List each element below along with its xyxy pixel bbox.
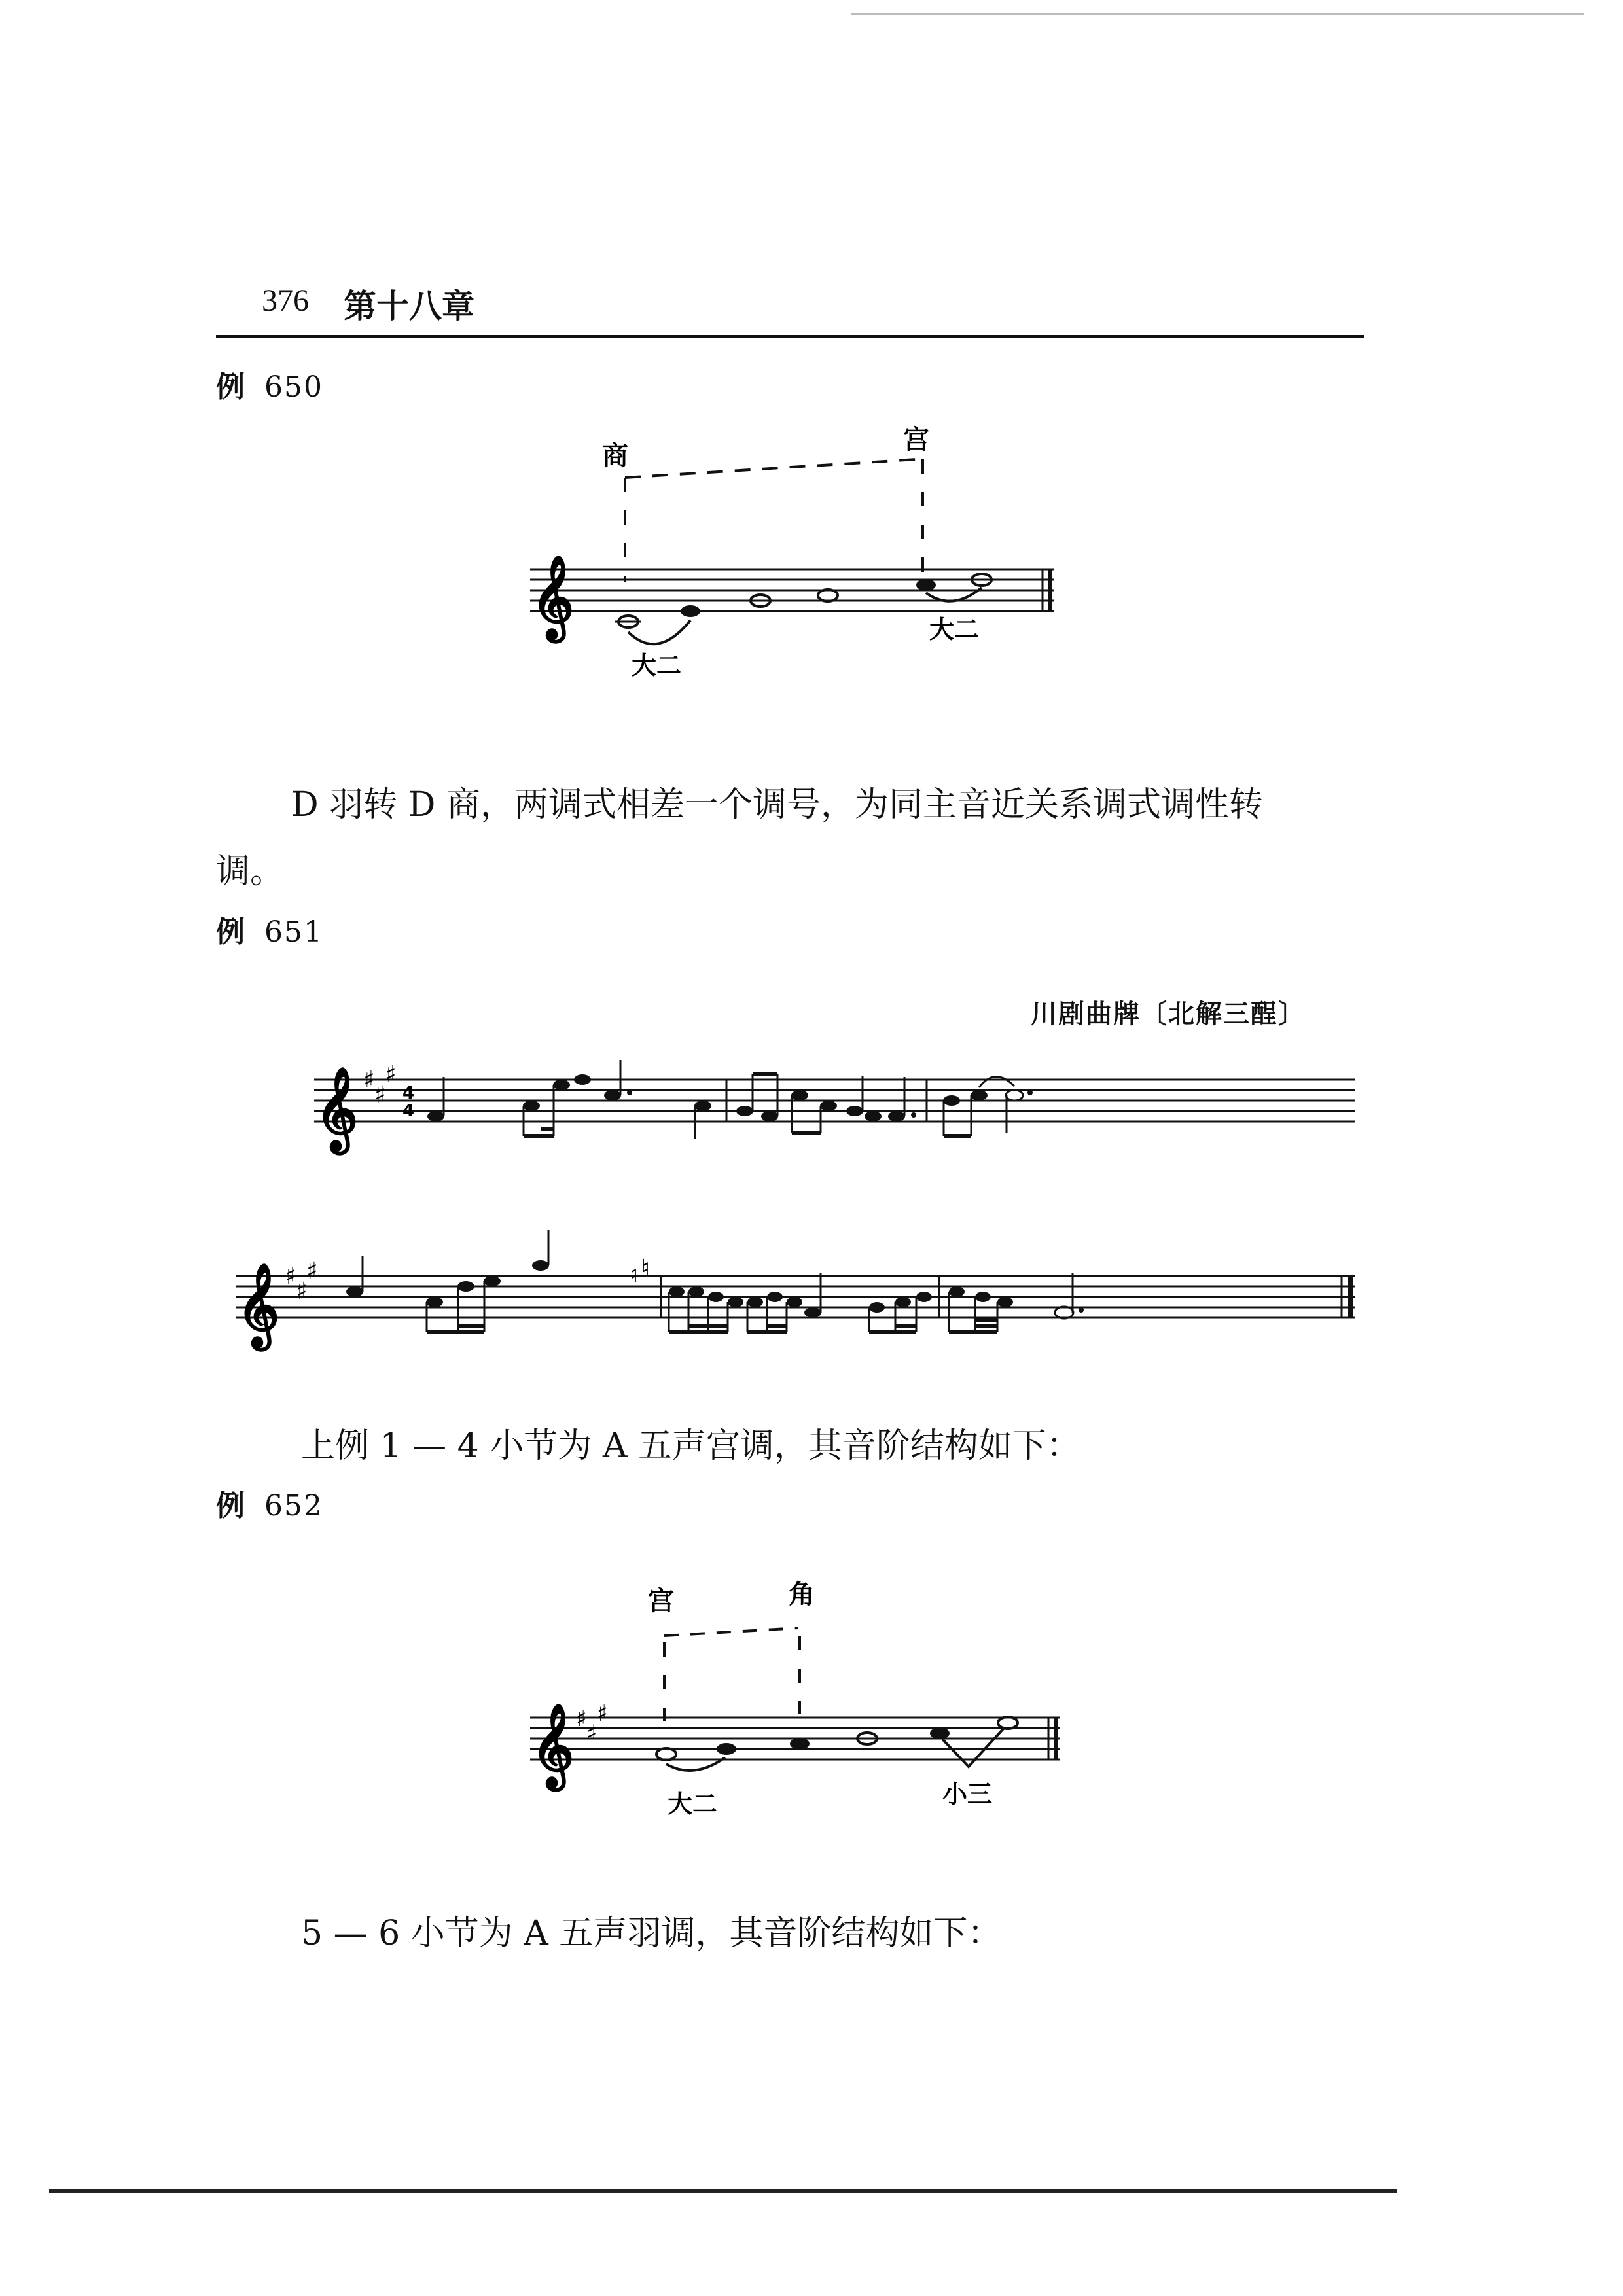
page-number: 376 xyxy=(262,283,309,318)
note xyxy=(888,1111,905,1122)
note xyxy=(895,1297,911,1307)
note xyxy=(484,1276,501,1286)
note xyxy=(804,1307,821,1318)
example-651-staff-2 xyxy=(229,1217,1368,1361)
note-c xyxy=(916,579,936,591)
sharp-icon: ♯ xyxy=(296,1278,308,1305)
note xyxy=(604,1090,621,1101)
note xyxy=(791,1090,808,1101)
paragraph-3: 5 — 6 小节为 A 五声羽调，其音阶结构如下： xyxy=(301,1914,1002,1953)
interval-label-right: 大二 xyxy=(929,615,980,644)
sharp-icon: ♯ xyxy=(385,1061,397,1088)
note-e xyxy=(681,605,700,617)
note xyxy=(971,1090,988,1101)
note xyxy=(736,1106,753,1116)
note xyxy=(846,1106,863,1116)
dot xyxy=(627,1090,632,1095)
paragraph-2: 上例 1 — 4 小节为 A 五声宫调，其音阶结构如下： xyxy=(301,1426,1080,1466)
example-650-label xyxy=(216,363,323,405)
dashed-connector xyxy=(625,459,916,478)
note xyxy=(346,1286,363,1297)
interval-label-left: 大二 xyxy=(668,1790,718,1818)
note xyxy=(747,1297,763,1307)
example-number: 652 xyxy=(264,1489,323,1523)
note xyxy=(728,1297,743,1307)
note xyxy=(869,1302,885,1313)
note-half xyxy=(1055,1307,1073,1318)
note xyxy=(532,1260,549,1271)
sharp-icon: ♯ xyxy=(597,1701,608,1727)
interval-label-left: 大二 xyxy=(632,651,682,680)
treble-clef-icon: 𝄞 xyxy=(237,1263,280,1347)
example-651-label xyxy=(216,908,323,950)
top-edge-rule xyxy=(851,13,1584,15)
music-source-title: 川剧曲牌〔北解三酲〕 xyxy=(1031,999,1306,1029)
sharp-icon: ♯ xyxy=(306,1258,318,1284)
staff-lines xyxy=(236,1276,1355,1318)
note xyxy=(426,1297,443,1307)
note-half xyxy=(1006,1090,1023,1101)
note xyxy=(943,1095,960,1106)
note xyxy=(949,1286,965,1297)
note-b xyxy=(717,1743,736,1755)
note xyxy=(457,1281,474,1292)
note xyxy=(787,1297,802,1307)
paragraph-1-line-2: 调。 xyxy=(216,852,285,891)
natural-icon: ♮ xyxy=(641,1255,650,1282)
tie xyxy=(979,1076,1014,1087)
interval-bracket-right xyxy=(942,1727,1005,1767)
note xyxy=(574,1074,591,1085)
example-label-word: 例 xyxy=(216,370,246,404)
label-gong: 宫 xyxy=(648,1586,674,1616)
dot xyxy=(911,1112,916,1118)
example-number: 651 xyxy=(264,915,323,949)
note-a xyxy=(656,1748,676,1760)
natural-icon: ♮ xyxy=(630,1262,638,1288)
sharp-icon: ♯ xyxy=(374,1082,386,1108)
note xyxy=(975,1292,991,1302)
note xyxy=(761,1111,778,1122)
note xyxy=(523,1101,540,1111)
note xyxy=(997,1297,1013,1307)
treble-clef-icon: 𝄞 xyxy=(315,1067,359,1150)
note-e-high xyxy=(930,1727,950,1739)
note xyxy=(820,1101,837,1111)
dashed-connector xyxy=(664,1628,798,1636)
example-652-label xyxy=(216,1482,323,1524)
note xyxy=(427,1111,444,1122)
bottom-edge-rule xyxy=(49,2189,1397,2193)
treble-clef-icon: 𝄞 xyxy=(531,1703,575,1787)
sharp-icon: ♯ xyxy=(285,1263,296,1290)
time-signature-bottom: 4 xyxy=(402,1101,415,1121)
sharp-icon: ♯ xyxy=(363,1067,375,1093)
treble-clef-icon: 𝄞 xyxy=(531,555,575,639)
example-651-staff-1 xyxy=(308,1021,1368,1165)
label-gong: 宫 xyxy=(903,425,929,455)
dot xyxy=(1027,1090,1033,1095)
note xyxy=(865,1111,882,1122)
label-jue: 角 xyxy=(789,1580,815,1610)
example-number: 650 xyxy=(264,370,323,404)
example-label-word: 例 xyxy=(216,915,246,949)
staff-lines xyxy=(314,1080,1355,1122)
note-fs xyxy=(998,1717,1018,1729)
example-652-staff xyxy=(517,1570,1080,1819)
example-label-word: 例 xyxy=(216,1489,246,1523)
header-rule xyxy=(216,335,1364,338)
time-signature-top: 4 xyxy=(402,1084,415,1103)
note xyxy=(767,1292,783,1302)
note-cs xyxy=(790,1738,810,1750)
example-650-staff xyxy=(517,412,1080,694)
sharp-icon: ♯ xyxy=(576,1706,587,1732)
note xyxy=(688,1286,704,1297)
paragraph-1-line-1: D 羽转 D 商，两调式相差一个调号，为同主音近关系调式调性转 xyxy=(291,785,1263,824)
note xyxy=(669,1286,685,1297)
sharp-icon: ♯ xyxy=(586,1720,597,1746)
note xyxy=(916,1292,932,1302)
note xyxy=(708,1292,724,1302)
chapter-title: 第十八章 xyxy=(344,287,474,325)
note-a xyxy=(818,590,838,601)
label-shang: 商 xyxy=(602,441,628,471)
interval-label-right: 小三 xyxy=(942,1780,993,1809)
note xyxy=(694,1101,711,1111)
note xyxy=(553,1080,570,1090)
dot xyxy=(1079,1307,1084,1313)
